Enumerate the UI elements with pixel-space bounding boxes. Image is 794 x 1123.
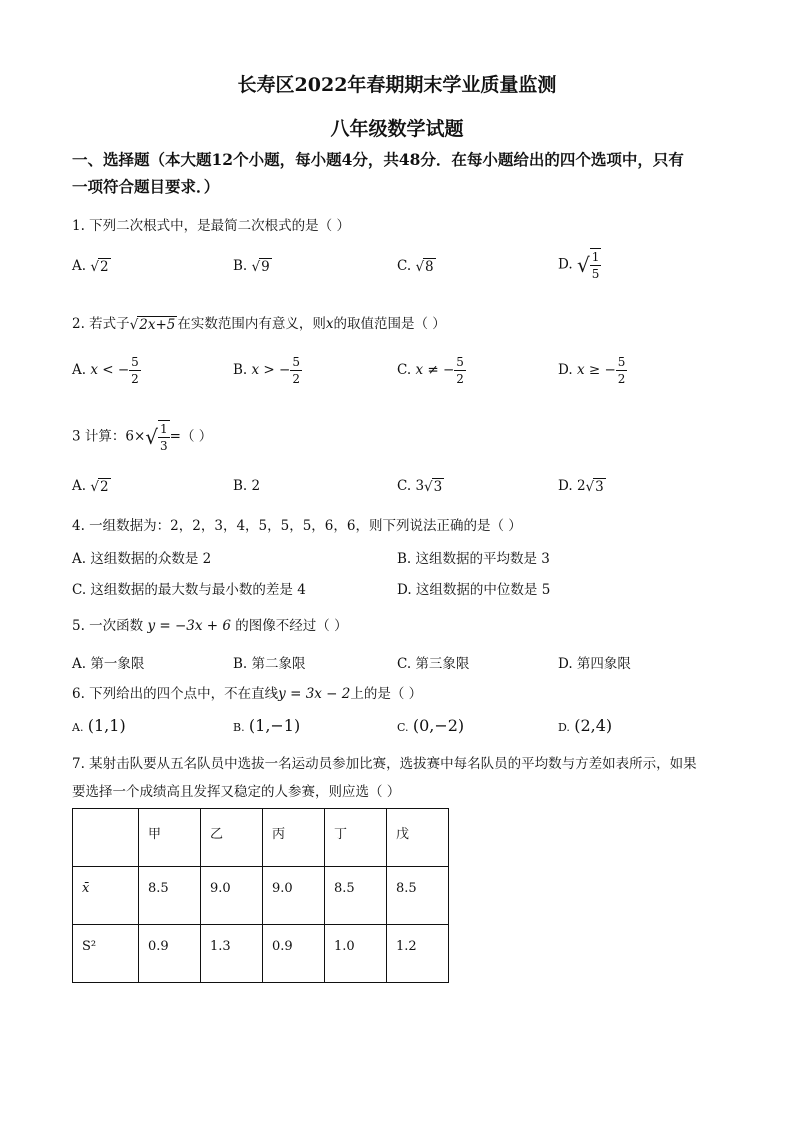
question-7-line1: 7. 某射击队要从五名队员中选拔一名运动员参加比赛，选拔赛中每名队员的平均数与方差如表所示，如果 [72,756,697,772]
sqrt-expression: √3 [424,479,443,495]
fraction: $\frac{1}{5}$ [591,250,600,281]
table-cell: 9.0 [263,867,325,925]
q2-option-d: D. x ≥ − $\frac{5}{2}$ [558,355,626,386]
fraction: $\frac{5}{2}$ [292,355,300,386]
table-row [73,867,449,925]
q3-option-a: A. √2 [72,478,109,495]
q1-option-a [72,258,111,275]
table-cell: 丁 [325,809,387,867]
exam-title: 长寿区2022年春期期末学业质量监测 [237,74,557,96]
table-cell: 0.9 [263,925,325,983]
table-cell: 8.5 [387,867,449,925]
stats-table [72,808,449,983]
section-heading-line1: 一、选择题（本大题12个小题，每小题4分，共48分．在每小题给出的四个选项中，只有 [72,150,684,169]
table-cell: 1.0 [325,925,387,983]
q3-option-b: B. 2 [233,478,261,494]
table-cell: 1.3 [201,925,263,983]
question-4-stem: 4. 一组数据为：2，2，3，4，5，5，5，6，6，则下列说法正确的是（ ） [72,518,522,534]
q2-option-a: A. x < − $\frac{5}{2}$ [72,355,139,386]
table-cell: 乙 [201,809,263,867]
q2-option-c: C. x ≠ − $\frac{5}{2}$ [397,355,464,386]
q5-option-c: C. 第三象限 [397,656,470,672]
question-2-stem: 2. 若式子√2x+5 在实数范围内有意义，则x的取值范围是（ ） [72,316,446,333]
q4-option-c: C. 这组数据的最大数与最小数的差是 4 [72,582,306,598]
sqrt-expression: √9 [251,259,270,275]
q1-option-c [397,258,436,275]
q3-option-d: D. 2√3 [558,478,604,495]
question-7-stem [72,750,732,806]
q6-option-a: A. (1,1) [72,716,126,735]
exam-subtitle: 八年级数学试题 [330,118,464,140]
section-heading [72,146,732,200]
option-label: A. [72,258,87,274]
section-heading-line2: 一项符合题目要求．） [72,177,220,196]
table-cell: 1.2 [387,925,449,983]
sqrt-expression: √3 [585,479,604,495]
option-label: D. [558,256,573,273]
table-cell: 0.9 [139,925,201,983]
table-row [73,925,449,983]
q2-option-b: B. x > − $\frac{5}{2}$ [233,355,300,386]
question-1-stem: 1. 下列二次根式中，是最简二次根式的是（ ） [72,218,350,234]
table-header-row [73,809,449,867]
q6-option-d: D. (2,4) [558,716,613,735]
sqrt-expression: √2 [90,479,109,495]
q4-option-a: A. 这组数据的众数是 2 [72,551,212,567]
sqrt-expression: √2x+5 [129,317,176,333]
table-cell: 丙 [263,809,325,867]
option-label: B. [233,258,248,274]
question-7-line2: 要选择一个成绩高且发挥又稳定的人参赛，则应选（ ） [72,784,401,800]
table-cell: 8.5 [139,867,201,925]
fraction: $\frac{5}{2}$ [131,355,139,386]
option-label: C. [397,258,412,274]
q1-option-d: D. √ $\frac{1}{5}$ [558,250,600,281]
q3-option-c: C. 3√3 [397,478,443,495]
fraction: $\frac{5}{2}$ [456,355,464,386]
q4-option-b: B. 这组数据的平均数是 3 [397,551,550,567]
table-cell: 8.5 [325,867,387,925]
q1-option-b [233,258,272,275]
q5-option-d: D. 第四象限 [558,656,631,672]
table-cell: 甲 [139,809,201,867]
q6-option-c: C. (0,−2) [397,716,465,735]
question-3-stem: 3 计算：6×√ $\frac{1}{3}$ =（ ） [72,422,213,453]
fraction: $\frac{1}{3}$ [160,422,168,453]
sqrt-expression: √8 [415,259,434,275]
table-cell: 9.0 [201,867,263,925]
table-cell: S² [73,925,139,983]
q6-option-b: B. (1,−1) [233,716,301,735]
table-cell [73,809,139,867]
fraction: $\frac{5}{2}$ [617,355,626,386]
question-6-stem: 6. 下列给出的四个点中，不在直线y = 3x − 2上的是（ ） [72,686,423,702]
q4-option-d: D. 这组数据的中位数是 5 [397,582,551,598]
question-5-stem: 5. 一次函数 y = −3x + 6 的图像不经过（ ） [72,618,348,634]
table-cell: x̄ [73,867,139,925]
q5-option-b: B. 第二象限 [233,656,306,672]
sqrt-expression: √2 [90,259,109,275]
q5-option-a: A. 第一象限 [72,656,145,672]
table-cell: 戊 [387,809,449,867]
